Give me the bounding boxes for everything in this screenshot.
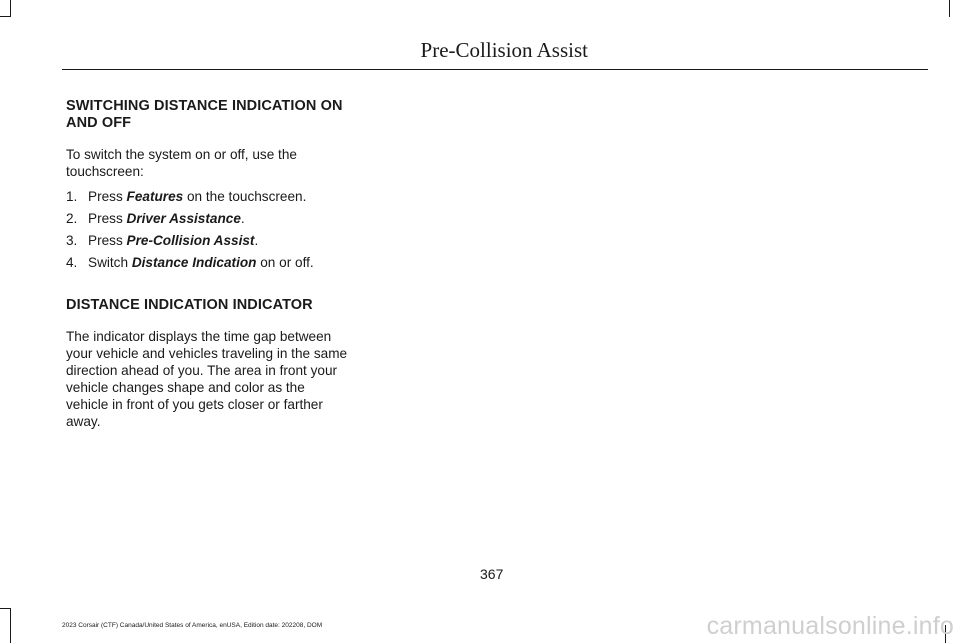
watermark: carmanualsonline.info bbox=[706, 612, 954, 640]
crop-mark-bottom-left bbox=[10, 608, 11, 643]
step-number: 2. bbox=[66, 211, 78, 226]
section-heading-indicator: DISTANCE INDICATION INDICATOR bbox=[66, 297, 313, 313]
crop-mark-top-left bbox=[10, 0, 11, 17]
step-text: Press Pre-Collision Assist. bbox=[88, 233, 259, 248]
step-number: 3. bbox=[66, 233, 78, 248]
crop-mark-top-right bbox=[949, 0, 950, 17]
section-heading-switching: SWITCHING DISTANCE INDICATION ON AND OFF bbox=[66, 98, 343, 131]
indicator-paragraph: The indicator displays the time gap between your vehicle and vehicles traveling in the same direction ahead of you. The area in front your vehicle changes shape and color as the vehicle in front of you gets closer or farther away. bbox=[66, 329, 348, 429]
edition-footer: 2023 Corsair (CTF) Canada/United States of America, enUSA, Edition date: 202208, DOM bbox=[62, 622, 323, 629]
step-text: Press Driver Assistance. bbox=[88, 211, 245, 226]
page-number: 367 bbox=[480, 566, 504, 582]
step-text: Press Features on the touchscreen. bbox=[88, 189, 307, 204]
page-header-title: Pre-Collision Assist bbox=[420, 38, 588, 62]
header-rule bbox=[62, 69, 928, 70]
step-number: 1. bbox=[66, 189, 78, 204]
crop-mark-bottom-left-h bbox=[0, 608, 11, 609]
step-text: Switch Distance Indication on or off. bbox=[88, 255, 314, 270]
list-item bbox=[66, 232, 348, 249]
list-item bbox=[66, 210, 348, 227]
step-number: 4. bbox=[66, 255, 78, 270]
list-item bbox=[66, 188, 348, 205]
steps-list bbox=[66, 188, 348, 271]
list-item bbox=[66, 254, 348, 271]
content-column bbox=[66, 98, 348, 438]
crop-mark-top-left-h bbox=[0, 16, 11, 17]
intro-paragraph: To switch the system on or off, use the touchscreen: bbox=[66, 147, 297, 179]
